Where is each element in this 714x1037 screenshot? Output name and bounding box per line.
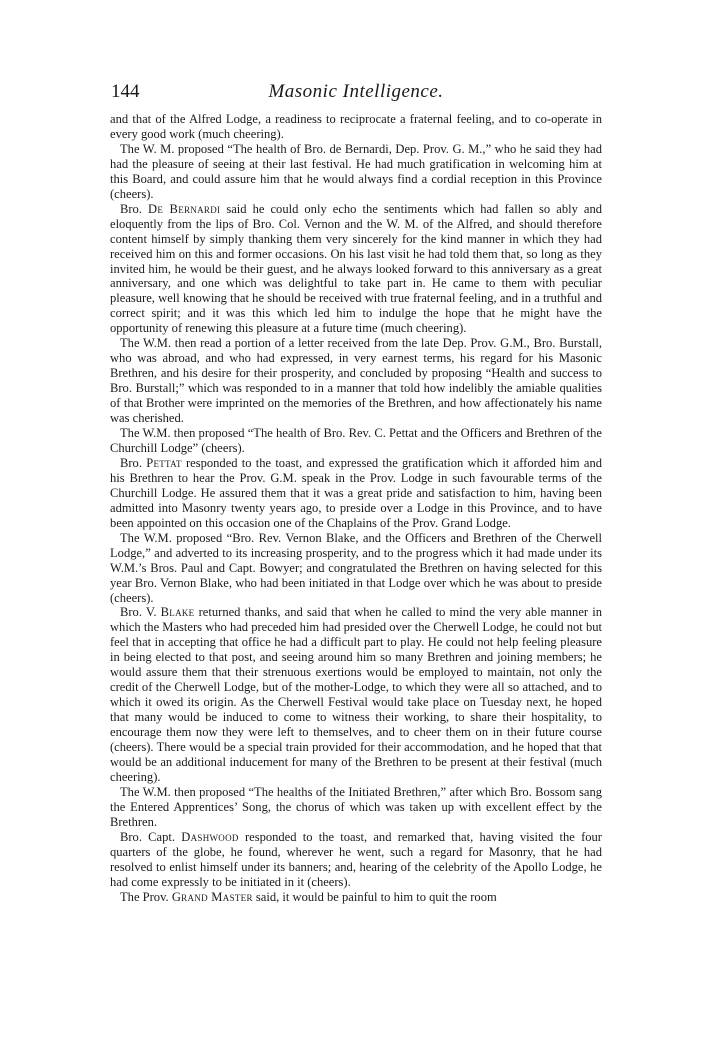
text-run: responded to the toast, and expressed the gratification which it afforded him and his Brethren to hear the Prov. G.M. speak in the Prov. Lodge in such favourable terms of the Churchill Lodge. He assured them that it was a great pride and satisfaction to him, having been admitted into Masonry twenty years ago, to preside over a Lodge in this Province, and to have been appointed on this occasion one of the Chaplains of the Prov. Grand Lodge. <box>110 455 602 530</box>
text-run: said, it would be painful to him to quit the room <box>252 889 497 904</box>
speaker-name: Grand Master <box>171 889 253 904</box>
text-run: The W.M. then proposed “The health of Bro. Rev. C. Pettat and the Officers and Brethren of the Churchill Lodge” (cheers). <box>110 426 602 455</box>
text-run: The W.M. then read a portion of a letter received from the late Dep. Prov. G.M., Bro. Burstall, who was abroad, and who had expressed, in very earnest terms, his regard for his Masonic Brethren, and his desire for their prosperity, and concluded by proposing “Health and success to Bro. Burstall;” which was responded to in a manner that told how indelibly the amiable qualities of that Brother were imprinted on the memories of the Brethren, and how affectionately his name was cherished. <box>110 336 602 426</box>
paragraph <box>110 830 602 890</box>
text-run: The Prov. <box>120 889 172 904</box>
page-number: 144 <box>111 81 140 102</box>
text-run: Bro. <box>120 455 147 470</box>
text-run: and that of the Alfred Lodge, a readiness to reciprocate a fraternal feeling, and to co-operate in every good work (much cheering). <box>110 112 602 141</box>
paragraph <box>110 202 602 337</box>
paragraph <box>110 785 602 830</box>
paragraph <box>110 456 602 531</box>
paragraph <box>110 890 602 905</box>
paragraph <box>110 531 602 606</box>
text-run: said he could only echo the sentiments which had fallen so ably and eloquently from the lips of Bro. Col. Vernon and the W. M. of the Alfred, and should therefore content himself by simply thanking them very sincerely for the kind manner in which they had received him on this and former occasions. On his last visit he had told them that, so long as they invited him, he would be their guest, and he always looked forward to this anniversary as a great anniversary, and one which was delightful to take part in. He came to them with peculiar pleasure, well knowing that he should be received with true fraternal feeling, and in a truthful and correct spirit; and it was this which led him to indulge the hope that he might have the opportunity of renewing this pleasure at a future time (much cheering). <box>110 201 603 336</box>
text-run: Bro. <box>120 201 149 216</box>
text-run: Bro. Capt. <box>120 829 182 844</box>
paragraph <box>110 605 602 784</box>
text-run: responded to the toast, and remarked that, having visited the four quarters of the globe, he found, wherever he went, such a regard for Masonry, that he had resolved to enlist himself under its banners; and, hearing of the celebrity of the Apollo Lodge, he had come expressly to be initiated in it (cheers). <box>110 829 602 889</box>
speaker-name: Pettat <box>146 455 182 470</box>
paragraph <box>110 142 602 202</box>
paragraph <box>110 426 602 456</box>
speaker-name: De Bernardi <box>148 201 221 216</box>
text-run: Bro. V. <box>120 605 161 620</box>
text-run: The W. M. proposed “The health of Bro. de Bernardi, Dep. Prov. G. M.,” who he said they had had the pleasure of seeing at their last festival. He had much gratification in welcoming him at this Board, and could assure him that he would always find a cordial reception in this Province (cheers). <box>110 141 602 201</box>
paragraph <box>110 336 602 426</box>
speaker-name: Blake <box>160 605 195 620</box>
text-run: The W.M. then proposed “The healths of the Initiated Brethren,” after which Bro. Bossom sang the Entered Apprentices’ Song, the chorus of which was taken up with excellent effect by the Brethren. <box>110 784 602 829</box>
article-body <box>110 112 602 905</box>
speaker-name: Dashwood <box>181 829 239 844</box>
page-header <box>111 79 601 105</box>
text-run: returned thanks, and said that when he called to mind the very able manner in which the Masters who had preceded him had presided over the Cherwell Lodge, he could not but feel that in accepting that office he had a difficult part to play. He could not help feeling pleasure in being elected to that post, and seeing around him so many Brethren and joining members; he would assure them that their strenuous exertions would be employed to maintain, not only the credit of the Cherwell Lodge, but of the mother-Lodge, to which they were all so attached, and to which it owed its origin. As the Cherwell Festival would take place on Tuesday next, he hoped that many would be induced to come to witness their working, to share their hospitality, to encourage them now they were left to themselves, and to cheer them on in their future course (cheers). There would be a special train provided for their accommodation, and he hoped that that would be an additional inducement for many of the Brethren to be present at their festival (much cheering). <box>110 605 602 784</box>
text-run: The W.M. proposed “Bro. Rev. Vernon Blake, and the Officers and Brethren of the Cherwell Lodge,” and adverted to its increasing prosperity, and to the progress which it had made under its W.M.’s Bros. Paul and Capt. Bowyer; and congratulated the Brethren on having selected for this year Bro. Vernon Blake, who had been initiated in that Lodge over which he was about to preside (cheers). <box>110 530 602 605</box>
paragraph <box>110 112 602 142</box>
running-title: Masonic Intelligence. <box>268 81 444 102</box>
